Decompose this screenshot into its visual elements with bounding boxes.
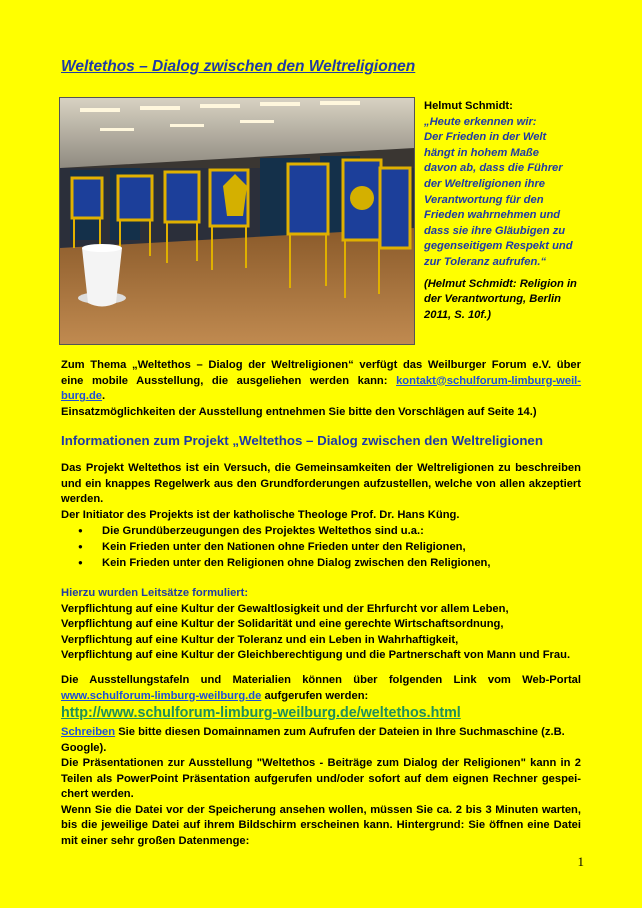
quote-line: davon ab, dass die Führer [424, 162, 563, 175]
page-number: 1 [577, 854, 584, 869]
quote-line: Frieden wahrnehmen und [424, 209, 561, 222]
quote-source-line: (Helmut Schmidt: Religion in [424, 277, 577, 290]
section-heading: Informationen zum Projekt „Weltethos – Dialog zwischen den Weltreligionen [61, 433, 543, 448]
principle-item: Verpflichtung auf eine Kultur der Toleranz und ein Leben in Wahrhaftigkeit, [61, 633, 459, 646]
intro-line [61, 389, 581, 405]
list-item: ● Kein Frieden unter den Religionen ohne Dialog zwischen den Religionen, [78, 555, 491, 571]
project-line: und ein knappes Regelwerk aus den Grundforderungen aufzustellen, welche von allen akzeptiert [61, 477, 581, 490]
download-line: bis die jeweilige Datei auf ihrem Bildschirm erscheinen kann. Hintergrund: Sie öffnen eine Datei [61, 819, 581, 831]
project-line: werden. [61, 493, 104, 505]
quote-line: zur Toleranz aufrufen.“ [424, 255, 547, 268]
bullet-list [78, 523, 491, 571]
quote-line: gegenseitigem Respekt und [424, 240, 573, 253]
contact-email-link[interactable]: kontakt@schulforum-limburg-weil- [396, 374, 582, 387]
intro-line [61, 374, 581, 390]
download-intro [61, 673, 581, 704]
download-line: Teilen als PowerPoint Präsentation aufgerufen und/oder sofort auf dem eignen Rechner gespei- [61, 772, 581, 785]
download-text: Sie bitte diesen Domainnamen zum Aufrufen der Dateien in Ihre Suchmaschine (z.B. [115, 726, 565, 738]
project-paragraph [61, 461, 581, 523]
download-text: aufgerufen werden: [261, 689, 369, 702]
download-line: mit einer sehr großen Datenmenge: [61, 834, 250, 847]
principles-heading: Hierzu wurden Leitsätze formuliert: [61, 587, 249, 599]
project-line: Der Initiator des Projekts ist der katholische Theologe Prof. Dr. Hans Küng. [61, 508, 460, 521]
quote-line: Der Frieden in der Welt [424, 131, 547, 144]
download-line: Google). [61, 741, 107, 754]
project-line: Das Projekt Weltethos ist ein Versuch, die Gemeinsamkeiten der Weltreligionen zu beschreiben [61, 462, 581, 474]
download-line: chert werden. [61, 788, 134, 800]
intro-line: Einsatzmöglichkeiten der Ausstellung entnehmen Sie bitte den Vorschlägen auf Seite 14.) [61, 405, 537, 418]
intro-line: Zum Thema „Weltethos – Dialog der Weltreligionen“ verfügt das Weilburger Forum e.V. über [61, 359, 581, 371]
quote-source [424, 277, 624, 324]
principle-item: Verpflichtung auf eine Kultur der Gewaltlosigkeit und der Ehrfurcht vor allem Leben, [61, 602, 509, 615]
intro-text: . [102, 390, 106, 402]
download-instructions [61, 725, 581, 849]
list-item: ● Die Grundüberzeugungen des Projektes Weltethos sind u.a.: [78, 523, 491, 539]
download-line: Wenn Sie die Datei vor der Speicherung ansehen wollen, müssen Sie ca. 2 bis 3 Minuten warten, [61, 803, 581, 816]
quote-line: hängt in hohem Maße [424, 146, 539, 159]
quote-source-line: der Verantwortung, Berlin [424, 293, 561, 306]
principle-item: Verpflichtung auf eine Kultur der Gleichberechtigung und die Partnerschaft von Mann und Frau. [61, 649, 571, 661]
download-line: Die Präsentationen zur Ausstellung "Weltethos - Beiträge zum Dialog der Religionen" kann in 2 [61, 757, 581, 769]
quote-author: Helmut Schmidt: [424, 100, 513, 112]
download-line [61, 725, 581, 741]
exhibition-photo [59, 97, 415, 345]
principles-section [61, 586, 591, 664]
download-line [61, 689, 581, 705]
weltethos-download-link[interactable]: http://www.schulforum-limburg-weilburg.de/weltethos.html [61, 705, 461, 721]
helmut-schmidt-quote [424, 99, 624, 323]
page-title: Weltethos – Dialog zwischen den Weltreligionen [61, 58, 416, 75]
quote-line: Verantwortung für den [424, 193, 544, 206]
contact-email-link-cont[interactable]: burg.de [61, 390, 103, 402]
list-item: ● Kein Frieden unter den Nationen ohne Frieden unter den Religionen, [78, 539, 491, 555]
quote-line: „Heute erkennen wir: [424, 115, 537, 128]
intro-text: eine mobile Ausstellung, die ausgeliehen werden kann: [61, 374, 388, 387]
download-line: Die Ausstellungstafeln und Materialien können über folgenden Link vom Web-Portal [61, 674, 581, 686]
intro-paragraph [61, 358, 581, 420]
portal-link[interactable]: www.schulforum-limburg-weilburg.de [61, 689, 262, 702]
quote-line: dass sie ihre Gläubigen zu [424, 224, 566, 237]
quote-line: der Weltreligionen ihre [424, 177, 546, 190]
quote-source-line: 2011, S. 10f.) [424, 308, 491, 321]
principle-item: Verpflichtung auf eine Kultur der Solidarität und eine gerechte Wirtschaftsordnung, [61, 618, 504, 630]
schreiben-link[interactable]: Schreiben [61, 726, 116, 738]
